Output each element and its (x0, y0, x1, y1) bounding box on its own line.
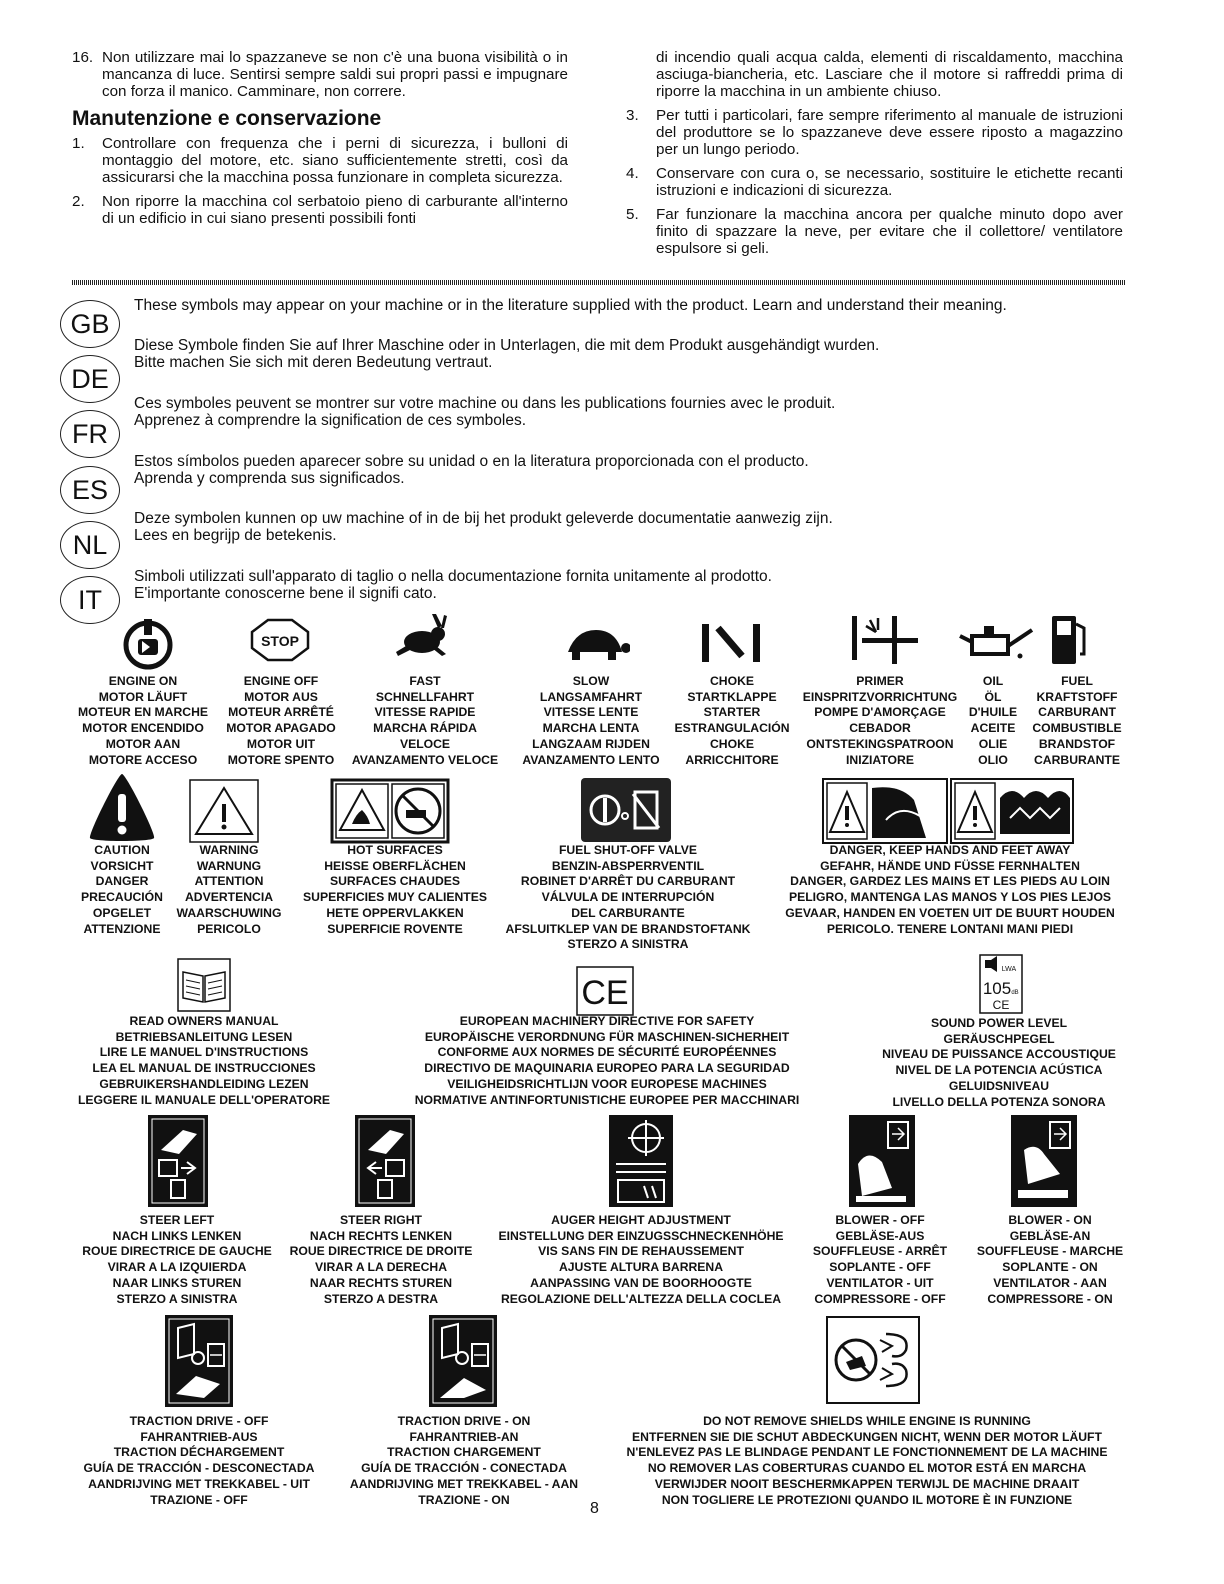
svg-text:CE: CE (581, 974, 629, 1012)
label-slow (514, 674, 668, 768)
label-line: PERICOLO (197, 921, 261, 936)
left-column (72, 49, 568, 234)
label-line: SOUFFLEUSE - MARCHE (976, 1244, 1124, 1259)
label-hot-surfaces (290, 843, 500, 937)
label-traction-off (72, 1414, 326, 1508)
label-ce (396, 1014, 818, 1108)
page-number: 8 (590, 1500, 599, 1517)
label-line: DANGER (95, 874, 149, 889)
right-column (626, 49, 1123, 264)
label-line: BETRIEBSANLEITUNG LESEN (115, 1029, 293, 1044)
label-line: N'ENLEVEZ PAS LE BLINDAGE PENDANT LE FONCTIONNEMENT DE LA MACHINE (626, 1445, 1108, 1460)
label-line: NAAR LINKS STUREN (112, 1275, 242, 1290)
lang-badge-it: IT (60, 576, 120, 624)
label-line: SOUND POWER LEVEL (930, 1016, 1068, 1030)
item-number: 2. (72, 193, 85, 210)
label-line: ACEITE (970, 721, 1016, 736)
label-line: TRACTION DRIVE - ON (397, 1414, 531, 1428)
label-sound (868, 1016, 1130, 1110)
label-line: D'HUILE (968, 705, 1018, 720)
label-line: LIRE LE MANUEL D'INSTRUCTIONS (99, 1045, 309, 1060)
section-title: Manutenzione e conservazione (72, 107, 382, 130)
label-line: MOTEUR EN MARCHE (78, 705, 208, 720)
label-line: CEBADOR (849, 721, 911, 736)
label-line: GELUIDSNIVEAU (948, 1078, 1050, 1093)
label-line: FAHRANTRIEB-AUS (140, 1429, 258, 1444)
label-line: SOPLANTE - ON (1002, 1260, 1098, 1275)
label-line: SCHNELLFAHRT (375, 689, 475, 704)
label-line: MOTOR AUS (244, 689, 318, 704)
label-line: VEILIGHEIDSRICHTLIJN VOOR EUROPESE MACHINES (447, 1076, 767, 1091)
item-number: 16. (72, 49, 94, 66)
list-item (626, 49, 1123, 100)
label-line: LEGGERE IL MANUALE DELL'OPERATORE (77, 1092, 331, 1107)
label-line: VENTILATOR - UIT (826, 1275, 934, 1290)
label-line: TRACTION DÉCHARGEMENT (113, 1445, 285, 1460)
label-line: MOTORE ACCESO (88, 752, 198, 767)
label-line: GEBRUIKERSHANDLEIDING LEZEN (99, 1076, 309, 1091)
label-line: AANPASSING VAN DE BOORHOOGTE (530, 1275, 752, 1290)
engine-on-icon (120, 615, 176, 671)
list-item (72, 135, 568, 186)
label-line: NIVEAU DE PUISSANCE ACCOUSTIQUE (882, 1047, 1116, 1062)
label-line: STARTER (703, 705, 761, 720)
item-text: Non riporre la macchina col serbatoio pieno di carburante all'interno di un edificio in cui siano presenti possibili fonti (102, 193, 568, 227)
label-line: STERZO A SINISTRA (567, 937, 689, 952)
label-line: VITESSE RAPIDE (374, 705, 476, 720)
label-caution (72, 843, 172, 937)
label-fuel (1022, 674, 1132, 768)
label-line: SOUFFLEUSE - ARRÊT (812, 1244, 948, 1259)
item-text: Far funzionare la macchina ancora per qualche minuto dopo aver finito di spazzare la neve, per evitare che il collettore/ ventilatore espulsore si geli. (656, 206, 1123, 257)
sound-power-icon (979, 954, 1023, 1014)
warning-icon (188, 778, 260, 844)
label-line: GEFAHR, HÄNDE UND FÜSSE FERNHALTEN (820, 858, 1080, 873)
label-line: AFSLUITKLEP VAN DE BRANDSTOFTANK (505, 921, 751, 936)
label-fast (340, 674, 510, 768)
label-line: BLOWER - ON (1008, 1213, 1092, 1227)
label-line: ATTENZIONE (83, 921, 161, 936)
label-line: TRACTION DRIVE - OFF (129, 1414, 269, 1428)
caution-icon (86, 772, 158, 844)
label-line: EINSPRITZVORRICHTUNG (802, 689, 958, 704)
item-text: di incendio quali acqua calda, elementi di riscaldamento, macchina asciuga-biancheria, etc. Lasciare che il motore si raffreddi prima di riporre la macchina in un ambiente chiuso. (656, 49, 1123, 100)
label-line: PERICOLO. TENERE LONTANI MANI PIEDI (826, 921, 1074, 936)
label-line: SURFACES CHAUDES (329, 874, 460, 889)
label-line: AVANZAMENTO LENTO (522, 752, 660, 767)
lang-badge-gb: GB (60, 300, 120, 348)
svg-text:LWA: LWA (1001, 966, 1017, 973)
svg-text:STOP: STOP (261, 633, 299, 649)
label-line: FUEL (1061, 674, 1093, 688)
label-line: FUEL SHUT-OFF VALVE (558, 843, 698, 857)
label-line: PRIMER (856, 674, 904, 688)
label-line: ENTFERNEN SIE DIE SCHUT ABDECKUNGEN NICHT, WENN DER MOTOR LÄUFT (632, 1429, 1102, 1444)
label-line: VIS SANS FIN DE REHAUSSEMENT (538, 1244, 744, 1259)
label-line: TRACTION CHARGEMENT (387, 1445, 541, 1460)
label-line: STERZO A DESTRA (323, 1291, 439, 1306)
label-warning (170, 843, 288, 937)
label-line: VÁLVULA DE INTERRUPCIÓN (541, 890, 715, 905)
lang-badge-fr: FR (60, 410, 120, 458)
label-line: DO NOT REMOVE SHIELDS WHILE ENGINE IS RUNNING (703, 1414, 1031, 1428)
label-line: CHOKE (709, 674, 754, 688)
label-line: TRAZIONE - ON (418, 1492, 510, 1507)
label-line: STARTKLAPPE (687, 689, 777, 704)
label-line: ENGINE ON (108, 674, 178, 688)
label-line: ESTRANGULACIÓN (674, 721, 790, 736)
label-line: FAHRANTRIEB-AN (409, 1429, 519, 1444)
label-line: INIZIATORE (846, 752, 914, 767)
label-line: HETE OPPERVLAKKEN (326, 905, 464, 920)
label-blower-on (960, 1213, 1140, 1307)
label-line: GEVAAR, HANDEN EN VOETEN UIT DE BUURT HOUDEN (785, 905, 1115, 920)
label-line: AUGER HEIGHT ADJUSTMENT (551, 1213, 731, 1227)
label-danger-hands (768, 843, 1132, 937)
label-line: AVANZAMENTO VELOCE (351, 752, 499, 767)
lang-badge-es: ES (60, 466, 120, 514)
label-line: ROBINET D'ARRÊT DU CARBURANT (520, 874, 736, 889)
book-icon (177, 958, 231, 1012)
label-line: MOTOR AAN (105, 736, 181, 751)
label-line: GERÄUSCHPEGEL (943, 1031, 1055, 1046)
label-line: REGOLAZIONE DELL'ALTEZZA DELLA COCLEA (500, 1291, 782, 1306)
hot-surfaces-icon (330, 778, 450, 844)
label-line: CARBURANTE (1034, 752, 1120, 767)
label-line: POMPE D'AMORÇAGE (814, 705, 946, 720)
engine-off-icon (250, 618, 310, 662)
label-line: MOTOR LÄUFT (98, 689, 188, 704)
label-line: ADVERTENCIA (184, 890, 274, 905)
label-line: WARNING (199, 843, 259, 857)
list-item (626, 165, 1123, 199)
label-blower-off (800, 1213, 960, 1307)
lang-text-gb: These symbols may appear on your machine or in the literature supplied with the product. Learn and understand their meaning. (134, 297, 1007, 314)
oil-can-icon (958, 622, 1036, 662)
label-read-manual (64, 1014, 344, 1108)
item-text: Controllare con frequenza che i perni di sicurezza, i bulloni di montaggio del motore, etc. siano sufficientemente stretti, così da assicurarsi che la macchina possa funzionare in completa sicurezza. (102, 135, 568, 186)
item-number: 4. (626, 165, 639, 182)
label-engine-off (218, 674, 344, 768)
label-auger (484, 1213, 798, 1307)
label-line: AANDRIJVING MET TREKKABEL - AAN (349, 1476, 579, 1491)
label-line: OLIO (978, 752, 1008, 767)
lang-badge-de: DE (60, 355, 120, 403)
item-number: 5. (626, 206, 639, 223)
divider-rule (72, 280, 1126, 285)
label-line: GUÍA DE TRACCIÓN - CONECTADA (361, 1461, 567, 1476)
lang-text-de: Diese Symbole finden Sie auf Ihrer Maschine oder in Unterlagen, die mit dem Produkt ausgehändigt wurden. Bitte machen Sie sich mit deren Bedeutung vertraut. (134, 337, 880, 371)
label-traction-on (334, 1414, 594, 1508)
item-number (626, 49, 656, 100)
label-line: DANGER, GARDEZ LES MAINS ET LES PIEDS AU LOIN (790, 874, 1110, 889)
label-line: CONFORME AUX NORMES DE SÉCURITÉ EUROPÉENNES (437, 1045, 777, 1060)
choke-icon (698, 620, 764, 666)
label-choke (666, 674, 798, 768)
label-line: KRAFTSTOFF (1036, 689, 1118, 704)
label-line: NACH RECHTS LENKEN (309, 1228, 453, 1243)
label-line: GEBLÄSE-AN (1009, 1228, 1091, 1243)
label-line: ONTSTEKINGSPATROON (806, 736, 954, 751)
label-line: ÖL (984, 689, 1002, 704)
item-text: Non utilizzare mai lo spazzaneve se non c'è una buona visibilità o in mancanza di luce. Sentirsi sempre saldi sui propri passi e impugnare con forza il manico. Camminare, non correre. (102, 49, 568, 100)
label-line: OLIE (978, 736, 1008, 751)
label-line: ENGINE OFF (243, 674, 319, 688)
label-line: CHOKE (709, 736, 754, 751)
label-line: VERWIJDER NOOIT BESCHERMKAPPEN TERWIJL DE MACHINE DRAAIT (654, 1476, 1080, 1491)
steer-right-icon (354, 1114, 416, 1208)
label-line: ROUE DIRECTRICE DE DROITE (289, 1244, 473, 1259)
label-line: COMPRESSORE - OFF (814, 1291, 946, 1306)
label-line: HOT SURFACES (347, 843, 443, 857)
list-item (72, 49, 568, 100)
label-line: SOPLANTE - OFF (829, 1260, 931, 1275)
item-text: Per tutti i particolari, fare sempre riferimento al manuale de istruzioni del produttore se lo spazzaneve deve essere riposto a magazzino per un lungo periodo. (656, 107, 1123, 158)
label-line: MOTOR APAGADO (226, 721, 336, 736)
ce-mark-icon (576, 966, 634, 1016)
rabbit-fast-icon (392, 612, 452, 660)
label-line: LANGSAMFAHRT (539, 689, 643, 704)
label-line: DIRECTIVO DE MAQUINARIA EUROPEO PARA LA SEGURIDAD (424, 1061, 790, 1076)
label-line: MARCHA LENTA (542, 721, 640, 736)
blower-on-icon (1010, 1114, 1078, 1208)
item-number: 1. (72, 135, 85, 152)
label-line: VELOCE (399, 736, 451, 751)
blower-off-icon (848, 1114, 916, 1208)
label-line: LEA EL MANUAL DE INSTRUCCIONES (92, 1061, 316, 1076)
lang-badge-nl: NL (60, 521, 120, 569)
label-line: VIRAR A LA DERECHA (314, 1260, 448, 1275)
label-line: TRAZIONE - OFF (150, 1492, 248, 1507)
label-line: NORMATIVE ANTINFORTUNISTICHE EUROPEE PER MACCHINARI (414, 1092, 800, 1107)
label-line: COMBUSTIBLE (1032, 721, 1122, 736)
label-steer-right (282, 1213, 480, 1307)
list-item (72, 193, 568, 227)
label-line: DEL CARBURANTE (571, 905, 685, 920)
label-steer-left (72, 1213, 282, 1307)
label-line: SLOW (572, 674, 610, 688)
item-text: Conservare con cura o, se necessario, sostituire le etichette recanti istruzioni e indicazioni di sicurezza. (656, 165, 1123, 199)
label-line: STERZO A SINISTRA (116, 1291, 238, 1306)
label-line: MOTEUR ARRÊTÉ (228, 705, 334, 720)
label-line: EINSTELLUNG DER EINZUGSSCHNECKENHÖHE (498, 1228, 784, 1243)
label-line: MOTOR ENCENDIDO (82, 721, 204, 736)
traction-on-icon (428, 1314, 498, 1408)
label-shields (610, 1414, 1124, 1508)
label-line: PRECAUCIÓN (81, 890, 163, 905)
label-fuel-valve (496, 843, 760, 953)
label-line: BLOWER - OFF (835, 1213, 925, 1227)
svg-text:dB: dB (1011, 990, 1019, 996)
label-line: NACH LINKS LENKEN (112, 1228, 242, 1243)
label-line: VITESSE LENTE (543, 705, 639, 720)
steer-left-icon (147, 1114, 209, 1208)
item-number: 3. (626, 107, 639, 124)
label-line: STEER RIGHT (340, 1213, 422, 1227)
auger-height-icon (608, 1114, 674, 1208)
label-oil (960, 674, 1026, 768)
label-line: VENTILATOR - AAN (993, 1275, 1107, 1290)
label-line: MARCHA RÁPIDA (373, 721, 477, 736)
traction-off-icon (164, 1314, 234, 1408)
label-line: READ OWNERS MANUAL (129, 1014, 279, 1028)
fuel-pump-icon (1048, 612, 1090, 668)
label-line: WAARSCHUWING (176, 905, 282, 920)
label-line: SUPERFICIE ROVENTE (327, 921, 463, 936)
label-line: BENZIN-ABSPERRVENTIL (551, 858, 705, 873)
label-line: ATTENTION (194, 874, 264, 889)
label-engine-on (70, 674, 216, 768)
label-line: OIL (982, 674, 1004, 688)
fuel-valve-icon (579, 776, 673, 844)
lang-text-it: Simboli utilizzati sull'apparato di taglio o nella documentazione fornita unitamente al prodotto. E'importante conoscerne bene il signifi cato. (134, 568, 772, 602)
label-line: NON TOGLIERE LE PROTEZIONI QUANDO IL MOTORE È IN FUNZIONE (661, 1492, 1073, 1507)
label-line: GUÍA DE TRACCIÓN - DESCONECTADA (83, 1461, 315, 1476)
list-item (626, 107, 1123, 158)
label-line: FAST (409, 674, 441, 688)
label-line: EUROPÄISCHE VERORDNUNG FÜR MASCHINEN-SICHERHEIT (424, 1029, 790, 1044)
label-line: MOTOR UIT (246, 736, 316, 751)
label-line: LIVELLO DELLA POTENZA SONORA (892, 1094, 1106, 1109)
label-line: DANGER, KEEP HANDS AND FEET AWAY (829, 843, 1071, 857)
label-line: CAUTION (94, 843, 150, 857)
lang-text-nl: Deze symbolen kunnen op uw machine of in de bij het produkt geleverde documentatie aanwezig zijn. Lees en begrijp de betekenis. (134, 510, 833, 544)
label-line: ARRICCHITORE (685, 752, 779, 767)
label-primer (794, 674, 966, 768)
label-line: VORSICHT (90, 858, 154, 873)
label-line: ROUE DIRECTRICE DE GAUCHE (82, 1244, 272, 1259)
label-line: OPGELET (92, 905, 152, 920)
primer-icon (848, 612, 922, 666)
label-line: BRANDSTOF (1038, 736, 1116, 751)
label-line: STEER LEFT (139, 1213, 215, 1227)
list-item (626, 206, 1123, 257)
label-line: AANDRIJVING MET TREKKABEL - UIT (88, 1476, 310, 1491)
svg-text:105: 105 (982, 979, 1012, 998)
label-line: PELIGRO, MANTENGA LAS MANOS Y LOS PIES LEJOS (788, 890, 1112, 905)
lang-text-es: Estos símbolos pueden aparecer sobre su unidad o en la literatura proporcionada con el producto. Aprenda y comprenda sus significados. (134, 453, 809, 487)
label-line: HEISSE OBERFLÄCHEN (324, 858, 466, 873)
label-line: NIVEL DE LA POTENCIA ACÚSTICA (895, 1063, 1103, 1078)
svg-text:CE: CE (992, 998, 1010, 1012)
label-line: WARNUNG (196, 858, 262, 873)
label-line: NO REMOVER LAS COBERTURAS CUANDO EL MOTOR ESTÁ EN MARCHA (647, 1461, 1087, 1476)
label-line: COMPRESSORE - ON (987, 1291, 1113, 1306)
label-line: EUROPEAN MACHINERY DIRECTIVE FOR SAFETY (459, 1014, 755, 1028)
shields-icon (826, 1316, 920, 1404)
label-line: GEBLÄSE-AUS (835, 1228, 925, 1243)
label-line: SUPERFICIES MUY CALIENTES (303, 890, 487, 905)
danger-hands-feet-icon (822, 778, 1074, 844)
label-line: LANGZAAM RIJDEN (532, 736, 650, 751)
label-line: MOTORE SPENTO (227, 752, 335, 767)
turtle-slow-icon (560, 628, 630, 662)
label-line: CARBURANT (1038, 705, 1116, 720)
label-line: AJUSTE ALTURA BARRENA (558, 1260, 724, 1275)
label-line: VIRAR A LA IZQUIERDA (107, 1260, 247, 1275)
label-line: NAAR RECHTS STUREN (309, 1275, 453, 1290)
lang-text-fr: Ces symboles peuvent se montrer sur votre machine ou dans les publications fournies avec le produit. Apprenez à comprendre la signification de ces symboles. (134, 395, 836, 429)
